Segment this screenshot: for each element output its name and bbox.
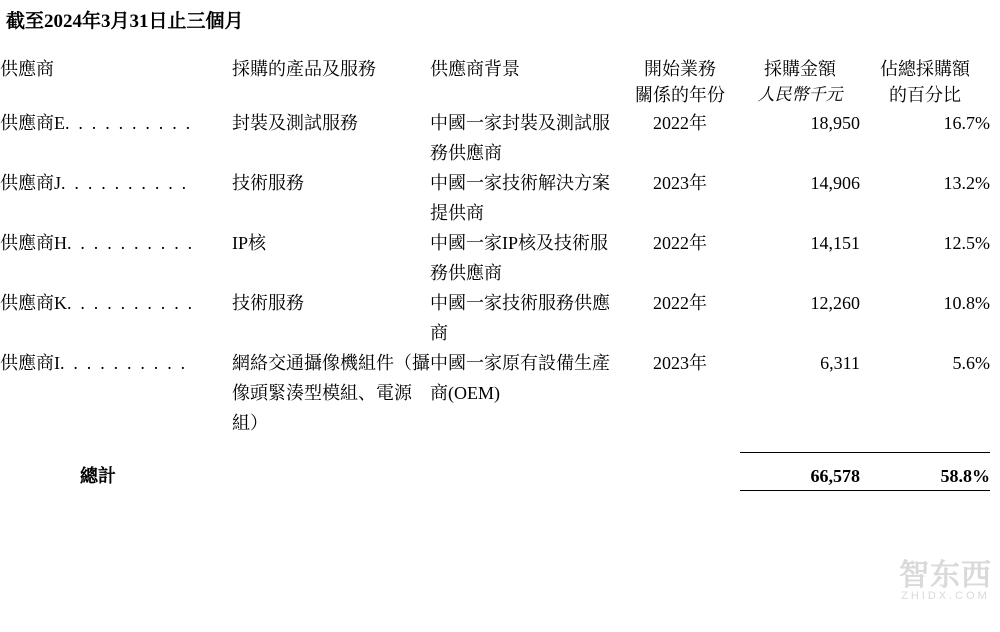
leader-dots: . . . . . . . . . .	[67, 293, 195, 313]
cell-supplier	[0, 288, 232, 348]
supplier-name: 供應商J	[0, 173, 62, 193]
column-header-percent	[860, 56, 990, 108]
cell-year: 2022年	[653, 233, 707, 253]
cell-background: 中國一家技術服務供應商	[430, 293, 610, 343]
column-header-amount-line1: 採購金額	[764, 59, 836, 79]
cell-products: 技術服務	[232, 293, 304, 313]
total-empty-products	[232, 454, 430, 491]
cell-amount: 12,260	[810, 293, 860, 313]
supplier-name: 供應商E	[0, 113, 65, 133]
rule-cell-empty	[620, 491, 740, 493]
total-empty-year	[620, 454, 740, 491]
rule-cell-empty	[232, 491, 430, 493]
cell-products: IP核	[232, 233, 267, 253]
cell-percent: 10.8%	[943, 293, 990, 313]
column-header-amount-unit: 人民幣千元	[757, 85, 843, 104]
cell-amount: 6,311	[820, 353, 860, 373]
page-title: 截至2024年3月31日止三個月	[6, 11, 244, 32]
supplier-purchase-table	[0, 56, 990, 492]
supplier-name: 供應商H	[0, 233, 67, 253]
table-header-row	[0, 56, 990, 108]
cell-percent: 5.6%	[952, 353, 990, 373]
leader-dots: . . . . . . . . . .	[61, 173, 189, 193]
total-label: 總計	[80, 466, 116, 486]
table-row	[0, 288, 990, 348]
cell-year: 2022年	[653, 293, 707, 313]
total-percent: 58.8%	[940, 466, 990, 486]
cell-year: 2022年	[653, 113, 707, 133]
cell-percent: 13.2%	[943, 173, 990, 193]
cell-percent: 16.7%	[943, 113, 990, 133]
cell-supplier	[0, 348, 232, 438]
cell-products: 網絡交通攝像機組件（攝像頭緊湊型模組、電源組）	[232, 353, 430, 433]
column-header-background: 供應商背景	[430, 59, 520, 79]
cell-background: 中國一家原有設備生產商(OEM)	[430, 353, 610, 403]
cell-percent: 12.5%	[943, 233, 990, 253]
rule-cell-percent	[860, 491, 990, 493]
cell-amount: 14,906	[810, 173, 860, 193]
column-header-supplier: 供應商	[0, 59, 54, 79]
cell-products: 封裝及測試服務	[232, 113, 358, 133]
supplier-name: 供應商K	[0, 293, 67, 313]
spacer-cell	[620, 438, 740, 453]
leader-dots: . . . . . . . . . .	[65, 113, 193, 133]
supplier-name: 供應商I	[0, 353, 60, 373]
table-row	[0, 168, 990, 228]
total-amount: 66,578	[810, 466, 860, 486]
rule-cell-empty	[430, 491, 620, 493]
spacer-cell	[430, 438, 620, 453]
cell-year: 2023年	[653, 173, 707, 193]
cell-background: 中國一家技術解決方案提供商	[430, 173, 610, 223]
total-row	[0, 454, 990, 491]
table-body	[0, 108, 990, 492]
total-bottom-rule-row	[0, 491, 990, 493]
spacer-cell	[0, 438, 232, 453]
spacer-cell	[740, 438, 860, 453]
leader-dots: . . . . . . . . . .	[60, 353, 188, 373]
cell-background: 中國一家IP核及技術服務供應商	[430, 233, 609, 283]
table-row	[0, 108, 990, 168]
watermark	[899, 550, 992, 602]
table-spacer-row	[0, 438, 990, 453]
column-header-percent-line1: 佔總採購額	[880, 59, 970, 79]
cell-background: 中國一家封裝及測試服務供應商	[430, 113, 610, 163]
cell-amount: 14,151	[810, 233, 860, 253]
total-empty-background	[430, 454, 620, 491]
cell-supplier	[0, 168, 232, 228]
leader-dots: . . . . . . . . . .	[67, 233, 195, 253]
rule-cell-empty	[0, 491, 232, 493]
column-header-amount	[740, 56, 860, 108]
table-row	[0, 228, 990, 288]
watermark-subtext: ZHIDX.COM	[901, 590, 990, 602]
watermark-text: 智东西	[899, 559, 992, 592]
column-header-year	[620, 56, 740, 108]
cell-products: 技術服務	[232, 173, 304, 193]
column-header-year-line2: 關係的年份	[635, 85, 725, 105]
spacer-cell	[860, 438, 990, 453]
cell-year: 2023年	[653, 353, 707, 373]
column-header-products: 採購的產品及服務	[232, 59, 376, 79]
cell-amount: 18,950	[810, 113, 860, 133]
column-header-percent-line2: 的百分比	[889, 85, 961, 105]
cell-supplier	[0, 228, 232, 288]
cell-supplier	[0, 108, 232, 168]
rule-cell-amount	[740, 491, 860, 493]
table-row	[0, 348, 990, 438]
spacer-cell	[232, 438, 430, 453]
table-header	[0, 56, 990, 108]
column-header-year-line1: 開始業務	[644, 59, 716, 79]
